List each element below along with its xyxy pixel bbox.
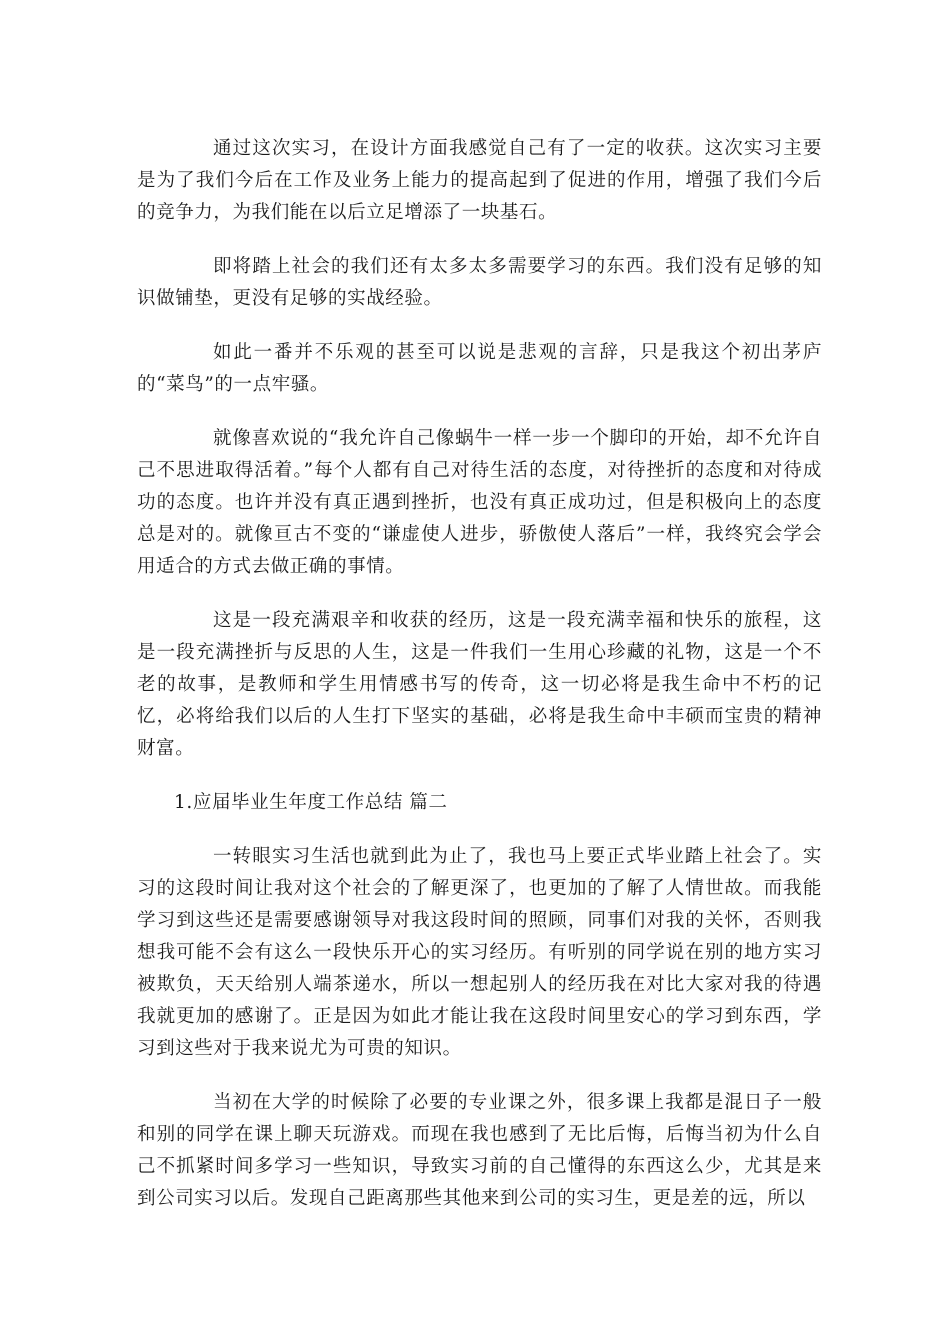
paragraph-experience-summary: 这是一段充满艰辛和收获的经历，这是一段充满幸福和快乐的旅程，这是一段充满挫折与反思的人生，这是一件我们一生用心珍藏的礼物，这是一个不老的故事，是教师和学生用情感书写的传奇，这一切必将是我生命中不朽的记忆，必将给我们以后的人生打下坚实的基础，必将是我生命中丰硕而宝贵的精神财富。	[137, 610, 822, 759]
paragraph-newcomer-remarks: 如此一番并不乐观的甚至可以说是悲观的言辞，只是我这个初出茅庐的“菜鸟”的一点牢骚。	[137, 342, 822, 395]
paragraph-university-regret: 当初在大学的时候除了必要的专业课之外，很多课上我都是混日子一般和别的同学在课上聊天玩游戏。而现在我也感到了无比后悔，后悔当初为什么自己不抓紧时间多学习一些知识，导致实习前的自己懂得的东西这么少，尤其是来到公司实习以后。发现自己距离那些其他来到公司的实习生，更是差的远，所以	[137, 1092, 822, 1209]
paragraph-entering-society: 即将踏上社会的我们还有太多太多需要学习的东西。我们没有足够的知识做铺垫，更没有足够的实战经验。	[137, 256, 822, 309]
paragraph-snail-quote: 就像喜欢说的“我允许自己像蜗牛一样一步一个脚印的开始，却不允许自己不思进取得活着。”每个人都有自己对待生活的态度，对待挫折的态度和对待成功的态度。也许并没有真正遇到挫折，也没有真正成功过，但是积极向上的态度总是对的。就像亘古不变的“谦虚使人进步，骄傲使人落后”一样，我终究会学会用适合的方式去做正确的事情。	[137, 428, 822, 577]
document-body	[137, 133, 822, 1237]
paragraph-internship-gains: 通过这次实习，在设计方面我感觉自己有了一定的收获。这次实习主要是为了我们今后在工作及业务上能力的提高起到了促进的作用，增强了我们今后的竞争力，为我们能在以后立足增添了一块基石。	[137, 138, 822, 223]
section-heading-part-two: 1.应届毕业生年度工作总结 篇二	[174, 792, 448, 813]
paragraph-internship-ending: 一转眼实习生活也就到此为止了，我也马上要正式毕业踏上社会了。实习的这段时间让我对这个社会的了解更深了，也更加的了解了人情世故。而我能学习到这些还是需要感谢领导对我这段时间的照顾，同事们对我的关怀，否则我想我可能不会有这么一段快乐开心的实习经历。有听别的同学说在别的地方实习被欺负，天天给别人端茶递水，所以一想起别人的经历我在对比大家对我的待遇我就更加的感谢了。正是因为如此才能让我在这段时间里安心的学习到东西，学习到这些对于我来说尤为可贵的知识。	[137, 846, 822, 1059]
